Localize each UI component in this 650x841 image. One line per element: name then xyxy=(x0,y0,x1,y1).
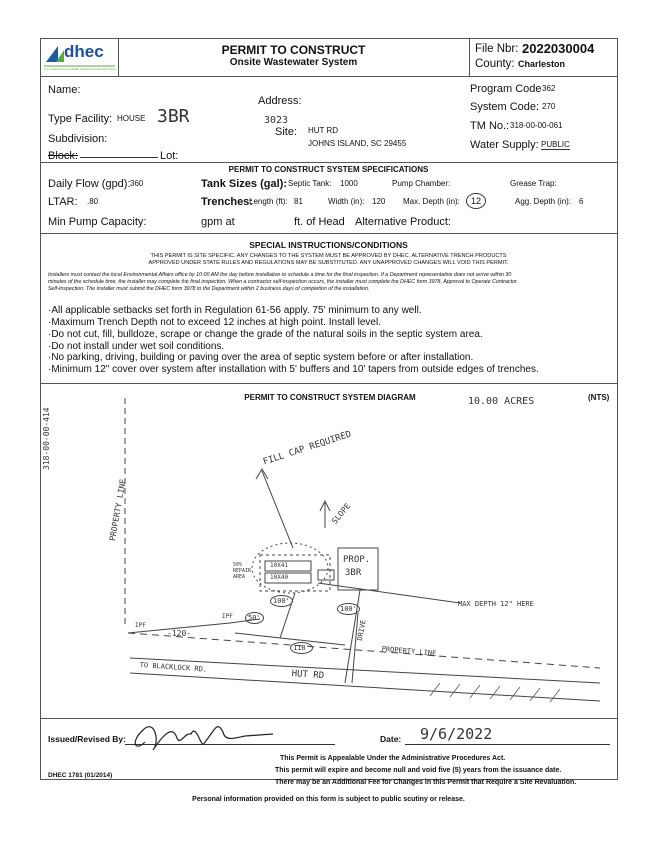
to-road-label: TO BLACKLOCK RD. xyxy=(139,661,208,674)
name-label: Name: xyxy=(48,84,81,96)
ipf-left-label: IPF xyxy=(135,622,146,629)
address-label: Address: xyxy=(258,95,302,107)
daily-flow-value: 360 xyxy=(130,179,144,188)
info-divider xyxy=(40,162,617,163)
min-pump-label: Min Pump Capacity: xyxy=(48,216,147,228)
pump-chamber-label: Pump Chamber: xyxy=(392,179,451,188)
header-right-divider xyxy=(469,38,470,76)
county-label: County: xyxy=(475,58,515,70)
trench-top-label: 10X41 xyxy=(270,562,289,569)
house-number-handwritten: 3023 xyxy=(264,115,289,126)
privacy-note: Personal information provided on this form is subject to public scutiny or release. xyxy=(192,796,465,803)
ipf-mid-label: IPF xyxy=(222,613,233,620)
agg-depth-label: Agg. Depth (in): xyxy=(515,197,572,206)
nts-label: (NTS) xyxy=(588,393,610,402)
specs-divider xyxy=(40,233,617,234)
lot-label: Lot: xyxy=(160,150,179,162)
length-value: 81 xyxy=(294,197,303,206)
logo-text: dhec xyxy=(64,42,104,61)
fine-print-1: Installers must contact the local Environmental Affairs office by 10:00 AM the day before installation to schedule a time for the final inspection. If a Department representative does not arrive within 30 xyxy=(48,272,512,278)
distance-120: -120- xyxy=(167,629,192,638)
repair-area-label: 50% REPAIR AREA xyxy=(233,562,252,580)
date-handwritten: 9/6/2022 xyxy=(420,725,493,743)
file-nbr-value: 2022030004 xyxy=(522,41,595,56)
issued-label: Issued/Revised By: xyxy=(48,734,126,744)
slope-label: SLOPE xyxy=(330,501,353,526)
max-depth-note: MAX DEPTH 12" HERE xyxy=(458,600,534,608)
instruction-5: ·No parking, driving, building or paving over the area of septic system before or after installation. xyxy=(48,352,474,363)
max-depth-label: Max. Depth (in): xyxy=(403,197,460,206)
instruction-3: ·Do not cut, fill, bulldoze, scrape or change the grade of the natural soils in the septic system area. xyxy=(48,329,483,340)
subdivision-label: Subdivision: xyxy=(48,133,108,145)
fee-note: There may be an Additional Fee for Changes in this Permit that Require a Site Revaluation. xyxy=(275,779,577,786)
drive-label: DRIVE xyxy=(356,619,368,642)
fill-cap-label: FILL CAP REQUIRED xyxy=(262,429,353,468)
site-street: HUT RD xyxy=(308,126,339,135)
acreage-handwritten: 10.00 ACRES xyxy=(468,396,535,407)
tm-vertical-handwritten: 318-00-00-414 xyxy=(42,407,51,470)
site-city: JOHNS ISLAND, SC 29455 xyxy=(308,139,407,148)
daily-flow-label: Daily Flow (gpd): xyxy=(48,178,131,190)
distance-110: 110' xyxy=(290,642,313,654)
permit-subtitle: Onsite Wastewater System xyxy=(229,57,358,68)
specs-heading: PERMIT TO CONSTRUCT SYSTEM SPECIFICATIONS xyxy=(228,165,429,174)
distance-50: 50' xyxy=(245,612,264,624)
program-code-value: 362 xyxy=(542,84,556,93)
width-value: 120 xyxy=(372,197,386,206)
type-facility-value: HOUSE xyxy=(117,114,146,123)
special-notice-2: APPROVED UNDER STATE RULES AND REGULATIONS MAY BE SUBSTITUTED. ANY UNAPPROVED CHANGES WILL VOID THIS PERMIT. xyxy=(148,260,509,266)
ft-of-head-label: ft. of Head xyxy=(294,216,345,228)
distance-100-a: 100' xyxy=(270,595,293,607)
trench-bottom-label: 10X40 xyxy=(270,574,289,581)
date-line xyxy=(405,744,610,745)
width-label: Width (in): xyxy=(328,197,365,206)
site-sketch xyxy=(40,383,616,718)
distance-100-b: 100' xyxy=(337,603,360,615)
signature-mark xyxy=(125,712,275,760)
gpm-at-label: gpm at xyxy=(201,216,235,228)
tank-sizes-label: Tank Sizes (gal): xyxy=(201,178,287,190)
type-facility-handwritten: 3BR xyxy=(157,106,190,127)
permit-title: PERMIT TO CONSTRUCT xyxy=(221,43,366,57)
fine-print-3: Self-Inspection. The installer must submit the DHEC form 3978 to the Department within 2 business days of completion of the installation. xyxy=(48,286,370,292)
tm-value: 318-00-00-061 xyxy=(510,121,563,130)
dhec-logo xyxy=(42,40,117,74)
instruction-4: ·Do not install under wet soil conditions. xyxy=(48,341,225,352)
diagram-heading: PERMIT TO CONSTRUCT SYSTEM DIAGRAM xyxy=(244,393,416,402)
trenches-label: Trenches: xyxy=(201,196,253,208)
logo-subtext: S.C. Department of Health and Environmental Control xyxy=(44,67,116,71)
block-label: Block: xyxy=(48,150,78,162)
prop-house-label-1: PROP. xyxy=(343,555,371,565)
alt-product-label: Alternative Product: xyxy=(355,216,451,228)
property-line-bottom-label: PROPERTY LINE xyxy=(381,645,437,658)
tm-label: TM No.: xyxy=(470,120,510,132)
system-code-value: 270 xyxy=(542,102,556,111)
instruction-1: ·All applicable setbacks set forth in Regulation 61-56 apply. 75' minimum to any well. xyxy=(48,305,422,316)
expire-note: This permit will expire and become null and void five (5) years from the issuance date. xyxy=(275,767,562,774)
hut-rd-label: HUT RD xyxy=(291,669,325,682)
ltar-label: LTAR: xyxy=(48,196,78,208)
instruction-2: ·Maximum Trench Depth not to exceed 12 inches at high point. Install level. xyxy=(48,317,381,328)
block-strike xyxy=(80,157,158,158)
special-heading: SPECIAL INSTRUCTIONS/CONDITIONS xyxy=(249,240,408,250)
site-label: Site: xyxy=(275,126,298,138)
ltar-value: .80 xyxy=(87,197,99,206)
length-label: Length (ft): xyxy=(249,197,288,206)
instruction-6: ·Minimum 12" cover over system after installation with 5' buffers and 10' tapers from outside edges of trenches. xyxy=(48,364,539,375)
prop-house-label-2: 3BR xyxy=(345,568,362,578)
program-code-label: Program Code xyxy=(470,83,542,95)
agg-depth-value: 6 xyxy=(579,197,584,206)
property-line-left-label: PROPERTY LINE xyxy=(108,478,128,542)
septic-tank-label: Septic Tank: xyxy=(288,179,332,188)
max-depth-value: 12 xyxy=(466,193,486,209)
date-label: Date: xyxy=(380,734,402,744)
grease-trap-label: Grease Trap: xyxy=(510,179,557,188)
water-supply-value: PUBLIC xyxy=(541,140,570,149)
file-nbr-label: File Nbr: xyxy=(475,43,519,55)
fine-print-2: minutes of the schedule time, the installer may complete the final inspection. When a contractor self-inspection occurs, the installer must complete the DHEC form 3978, Approval to Operate Contractor xyxy=(48,279,517,285)
form-number: DHEC 1781 (01/2014) xyxy=(48,772,113,779)
septic-tank-value: 1000 xyxy=(340,179,358,188)
system-code-label: System Code: xyxy=(470,101,540,113)
header-divider xyxy=(40,76,617,77)
special-notice-1: THIS PERMIT IS SITE SPECIFIC. ANY CHANGES TO THE SYSTEM MUST BE APPROVED BY DHEC. ALTERNATIVE TRENCH PRODUCTS xyxy=(150,253,507,259)
county-value: Charleston xyxy=(518,59,566,69)
water-supply-label: Water Supply: xyxy=(470,139,539,151)
appeal-note: This Permit is Appealable Under the Administrative Procedures Act. xyxy=(280,755,506,762)
type-facility-label: Type Facility: xyxy=(48,113,113,125)
